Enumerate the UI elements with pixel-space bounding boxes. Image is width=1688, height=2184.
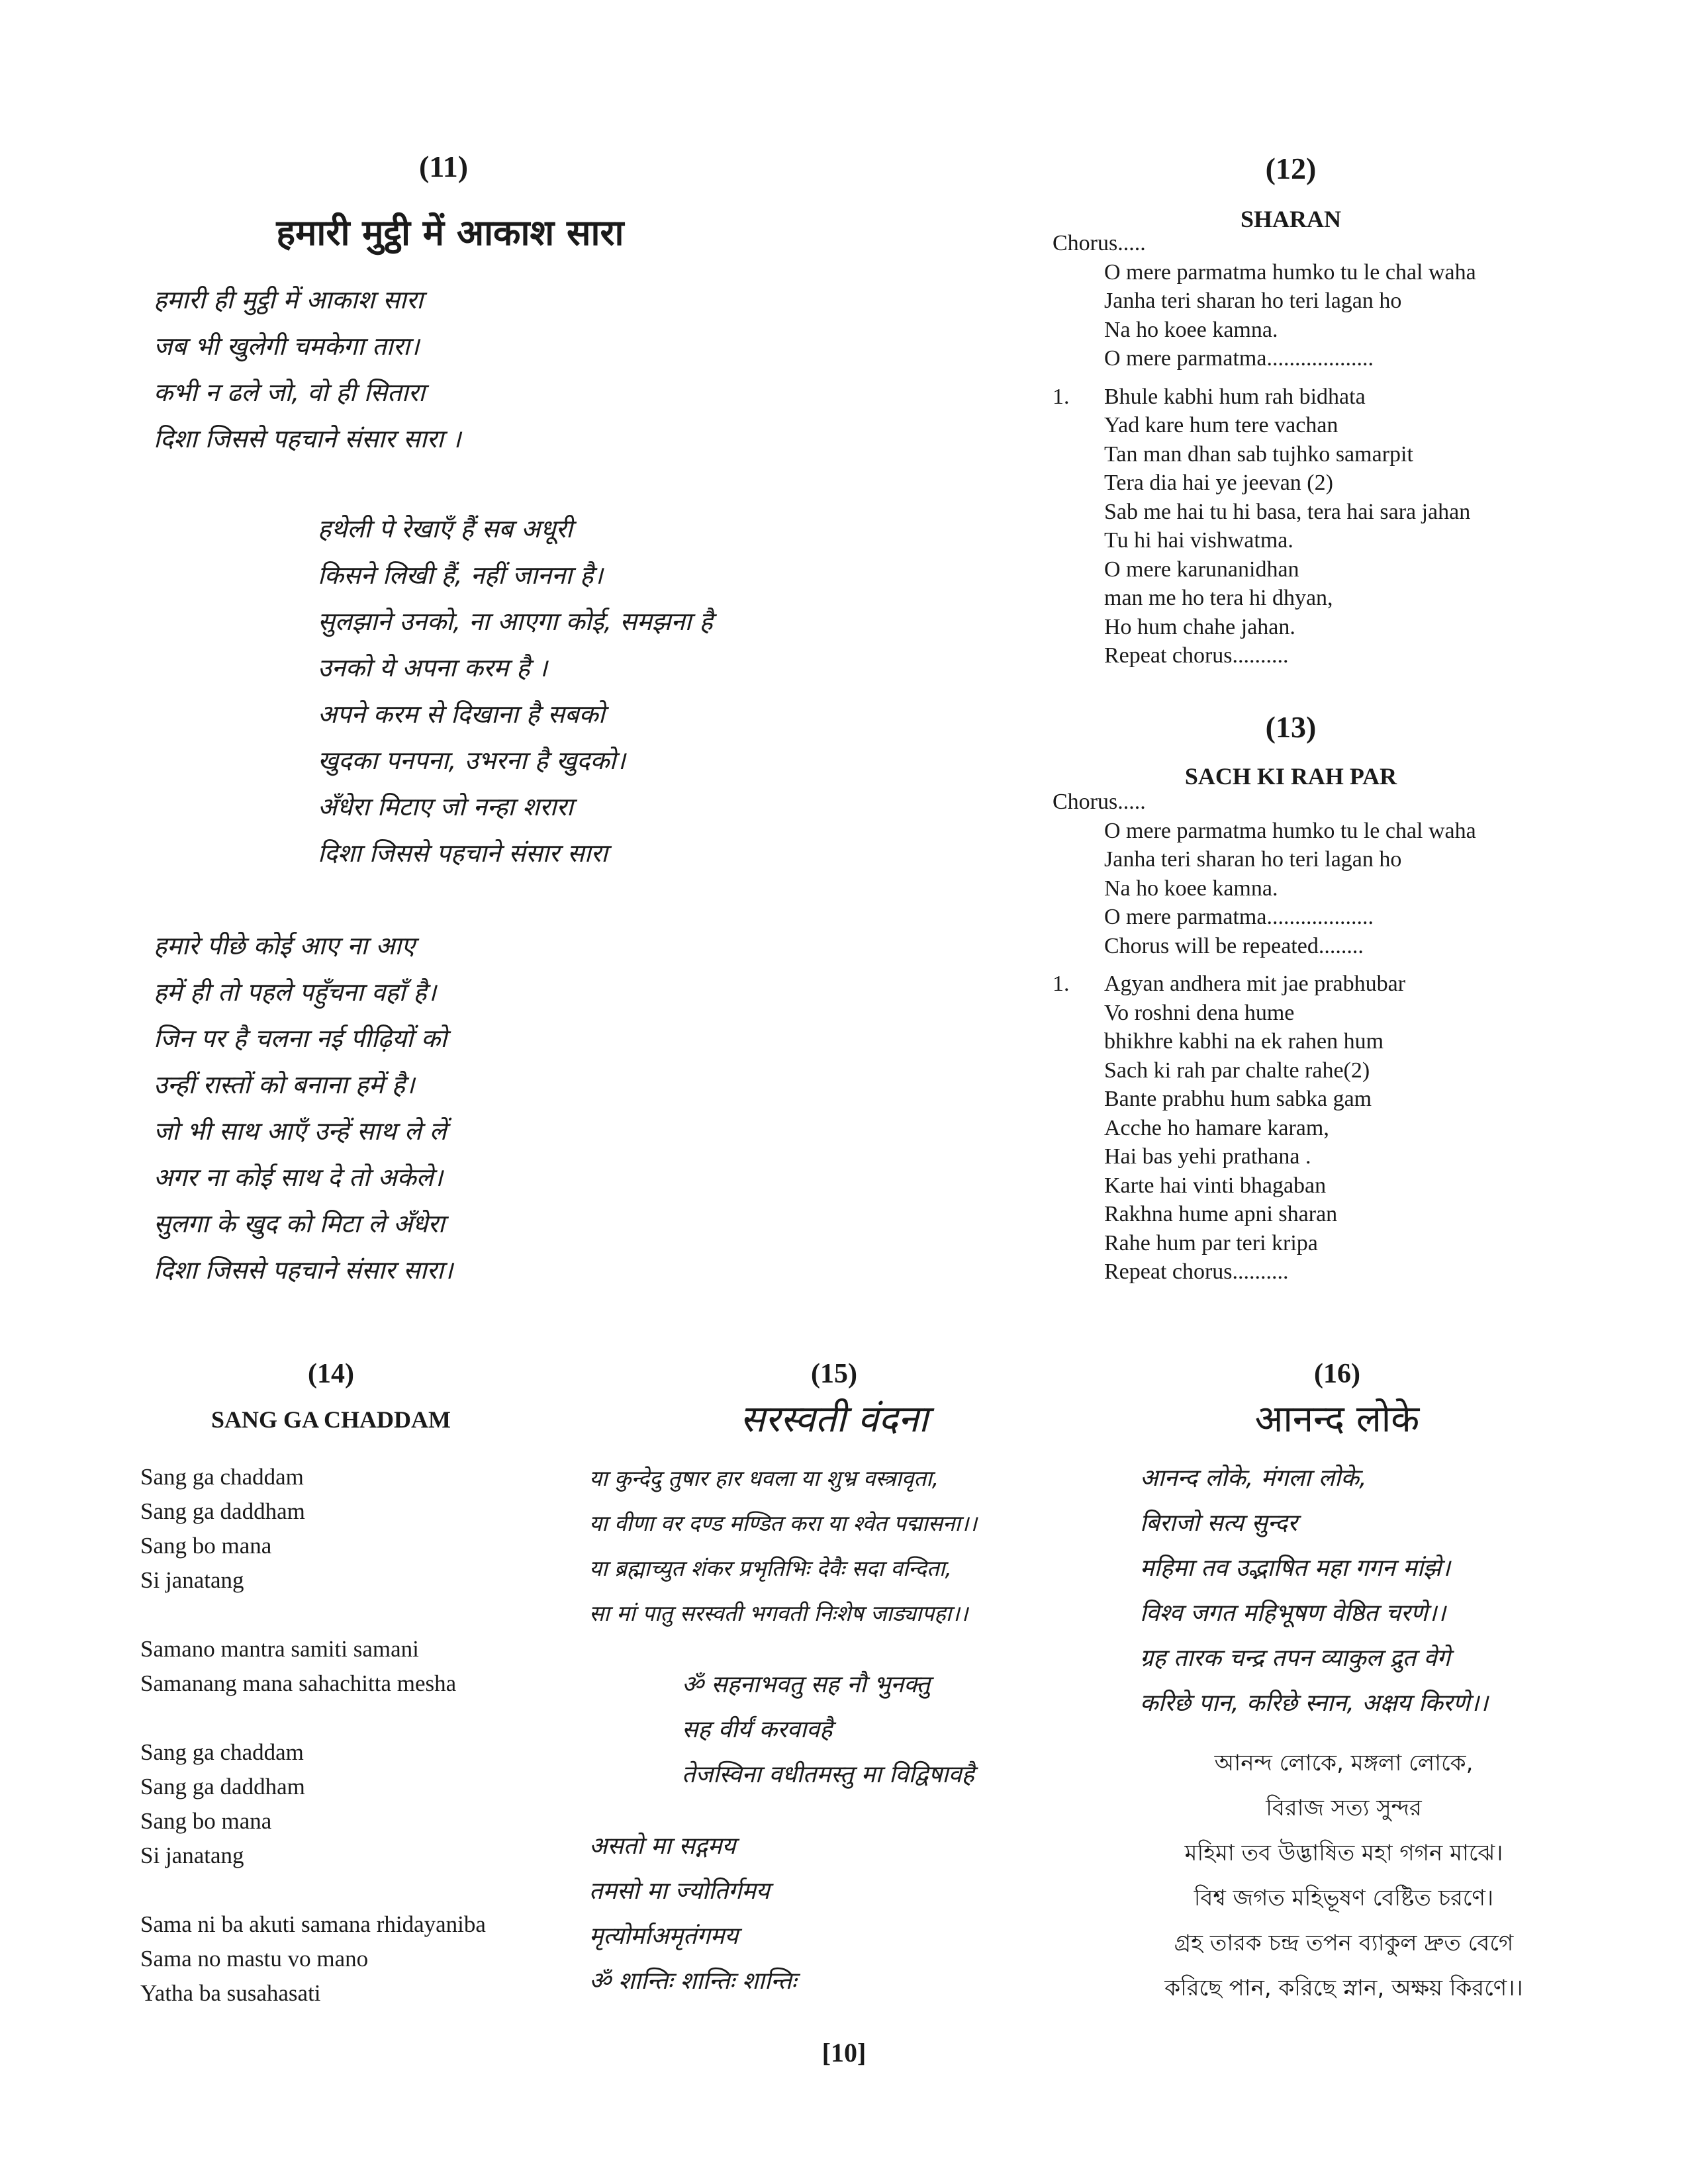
lyric-line: Sang ga chaddam (140, 1464, 304, 1490)
song-11-stanza-1 (154, 277, 461, 462)
stanza (589, 1456, 1112, 1636)
lyric-line: ॐ सहनाभवतु सह नौ भुनक्तु (682, 1671, 931, 1698)
song-11-stanza-2 (318, 506, 713, 876)
lyric-line: सा मां पातु सरस्वती भगवती निःशेष जाड्यापहा।। (589, 1600, 968, 1626)
lyric-line: Samano mantra samiti samani (140, 1636, 419, 1662)
stanza-gap (589, 1797, 1112, 1824)
lyric-line: Rahe hum par teri kripa (1104, 1230, 1318, 1255)
lyric-line: Repeat chorus.......... (1104, 643, 1289, 668)
lyric-line: Si janatang (140, 1567, 244, 1593)
chorus-block (1053, 258, 1648, 373)
stanza (140, 1735, 617, 1873)
lyric-line: Sang ga chaddam (140, 1739, 304, 1765)
song-14-title: SANG GA CHADDAM (211, 1406, 451, 1433)
song-14-body (140, 1460, 617, 2011)
lyric-line: Bhule kabhi hum rah bidhata (1104, 384, 1366, 409)
lyric-line: जिन पर है चलना नई पीढ़ियों को (154, 1024, 447, 1053)
lyric-line: Tan man dhan sab tujhko samarpit (1104, 441, 1413, 467)
lyric-line: Karte hai vinti bhagaban (1104, 1173, 1327, 1198)
lyric-line: Repeat chorus.......... (1104, 1259, 1289, 1284)
song-13-title: SACH KI RAH PAR (1184, 763, 1397, 790)
lyric-line: दिशा जिससे पहचाने संसार सारा । (154, 424, 461, 453)
song-16-hindi (1140, 1456, 1669, 1726)
lyric-line: bhikhre kabhi na ek rahen hum (1104, 1029, 1384, 1054)
song-12-title: SHARAN (1240, 206, 1341, 232)
lyric-line: ॐ शान्तिः शान्तिः शान्तिः (589, 1968, 797, 1995)
lyric-line: Na ho koee kamna. (1104, 317, 1278, 342)
lyric-line: Sach ki rah par chalte rahe(2) (1104, 1058, 1370, 1083)
song-15-number: (15) (811, 1359, 857, 1389)
chorus-block (1053, 817, 1648, 961)
lyric-line: O mere karunanidhan (1104, 557, 1299, 582)
song-16-bengali (1092, 1741, 1595, 2011)
stanza (589, 1824, 1112, 2004)
lyric-line: दिशा जिससे पहचाने संसार सारा। (154, 1255, 453, 1285)
lyric-line: जब भी खुलेगी चमकेगा तारा। (154, 332, 420, 361)
lyric-line: हथेली पे रेखाएँ हैं सब अधूरी (318, 514, 573, 543)
lyric-line: Rakhna hume apni sharan (1104, 1202, 1338, 1226)
lyric-line: Agyan andhera mit jae prabhubar (1104, 972, 1406, 996)
lyric-line: Sang ga daddham (140, 1774, 305, 1799)
lyric-line: तमसो मा ज्योतिर्गमय (589, 1878, 770, 1905)
lyric-line: Janha teri sharan ho teri lagan ho (1104, 289, 1402, 313)
stanza (140, 1460, 617, 1598)
lyric-line: असतो मा सद्गमय (589, 1833, 736, 1860)
lyric-line: man me ho tera hi dhyan, (1104, 586, 1333, 610)
lyric-line: Tera dia hai ye jeevan (2) (1104, 471, 1333, 495)
lyric-line: Yad kare hum tere vachan (1104, 413, 1338, 437)
lyric-line: Sab me hai tu hi basa, tera hai sara jahan (1104, 499, 1471, 524)
chorus-label: Chorus..... (1053, 231, 1146, 255)
lyric-line: सह वीर्यं करवावहै (682, 1716, 833, 1743)
verse-block (1104, 970, 1405, 1287)
song-13-body (1053, 788, 1648, 1287)
song-11-number: (11) (418, 150, 469, 183)
song-16-title: आनन्द लोके (1254, 1398, 1420, 1441)
lyric-line: O mere parmatma humko tu le chal waha (1104, 259, 1476, 285)
lyric-line: Sang bo mana (140, 1808, 272, 1834)
lyric-line: Chorus will be repeated........ (1104, 933, 1364, 958)
verse-block (1104, 383, 1470, 670)
song-12-number: (12) (1265, 152, 1317, 185)
chorus-label: Chorus..... (1053, 790, 1146, 814)
stanza (140, 1907, 617, 2011)
lyric-line: करिछे पान, करिछे स्नान, अक्षय किरणे।। (1140, 1690, 1488, 1717)
lyric-line: গ্রহ তারক চন্দ্র তপন ব্যাকুল দ্রুত বেগে (1174, 1930, 1514, 1956)
lyric-line: सुलझाने उनको, ना आएगा कोई, समझना है (318, 607, 713, 636)
lyric-line: বিশ্ব জগত মহিভূষণ বেষ্টিত চরণে। (1194, 1885, 1494, 1911)
lyric-line: Acche ho hamare karam, (1104, 1115, 1329, 1140)
lyric-line: या कुन्देदु तुषार हार धवला या शुभ्र वस्त्रावृता, (589, 1465, 939, 1491)
lyric-line: আনন্দ লোকে, মঙ্গলা লোকে, (1214, 1750, 1474, 1776)
lyric-line: बिराजो सत्य सुन्दर (1140, 1510, 1297, 1537)
lyric-line: अँधेरा मिटाए जो नन्हा शरारा (318, 792, 573, 821)
item-number: 1. (1053, 384, 1070, 409)
lyric-line: उन्हीं रास्तों को बनाना हमें है। (154, 1070, 415, 1099)
lyric-line: Janha teri sharan ho teri lagan ho (1104, 847, 1402, 872)
song-16-number: (16) (1314, 1359, 1360, 1389)
lyric-line: Yatha ba susahasati (140, 1980, 321, 2006)
lyric-line: सुलगा के खुद को मिटा ले अँधेरा (154, 1209, 445, 1238)
lyric-line: Si janatang (140, 1843, 244, 1868)
lyric-line: हमारी ही मुट्ठी में आकाश सारा (154, 285, 424, 314)
lyric-line: दिशा जिससे पहचाने संसार सारा (318, 839, 608, 868)
song-11-stanza-3 (154, 923, 453, 1293)
lyric-line: Sang bo mana (140, 1533, 272, 1559)
lyric-line: उनको ये अपना करम है । (318, 653, 547, 682)
item-number: 1. (1053, 972, 1070, 996)
lyric-line: या वीणा वर दण्ड मण्डित करा या श्वेत पद्मासना।। (589, 1510, 977, 1536)
lyric-line: ग्रह तारक चन्द्र तपन व्याकुल द्रुत वेगे (1140, 1645, 1450, 1672)
lyric-line: कभी न ढले जो, वो ही सितारा (154, 378, 425, 407)
stanza-gap (140, 1873, 617, 1907)
lyric-line: अगर ना कोई साथ दे तो अकेले। (154, 1163, 443, 1192)
verse-item (1053, 970, 1648, 1287)
song-15-body (589, 1456, 1112, 2004)
lyric-line: বিরাজ সত্য সুন্দর (1266, 1795, 1422, 1821)
lyric-line: Hai bas yehi prathana . (1104, 1144, 1311, 1169)
lyric-line: जो भी साथ आएँ उन्हें साथ ले लें (154, 1116, 447, 1146)
lyric-line: O mere parmatma humko tu le chal waha (1104, 818, 1476, 843)
page-number: [10] (821, 2038, 867, 2068)
lyric-line: अपने करम से दिखाना है सबको (318, 700, 605, 729)
lyric-line: Bante prabhu hum sabka gam (1104, 1087, 1372, 1111)
song-12-body (1053, 229, 1648, 670)
lyric-line: महिमा तव उद्भाषित महा गगन मांझे। (1140, 1555, 1450, 1582)
lyric-line: आनन्द लोके, मंगला लोके, (1140, 1465, 1367, 1492)
lyric-line: Sama ni ba akuti samana rhidayaniba (140, 1911, 486, 1937)
lyric-line: O mere parmatma................... (1104, 905, 1374, 929)
lyric-line: Samanang mana sahachitta mesha (140, 1670, 457, 1696)
lyric-line: Ho hum chahe jahan. (1104, 614, 1295, 639)
lyric-line: Sama no mastu vo mano (140, 1946, 369, 1972)
lyric-line: किसने लिखी हैं, नहीं जानना है। (318, 561, 603, 590)
lyric-line: हमारे पीछे कोई आए ना आए (154, 931, 416, 960)
song-14-number: (14) (308, 1359, 354, 1389)
stanza-gap (140, 1598, 617, 1632)
lyric-line: Na ho koee kamna. (1104, 876, 1278, 901)
lyric-line: तेजस्विना वधीतमस्तु मा विद्विषावहै (682, 1761, 974, 1788)
lyric-line: মহিমা তব উদ্ভাষিত মহা গগন মাঝে। (1184, 1840, 1503, 1866)
lyric-line: O mere parmatma................... (1104, 346, 1374, 371)
stanza-gap (140, 1701, 617, 1735)
song-15-title: सरस्वती वंदना (739, 1398, 929, 1441)
lyric-line: Sang ga daddham (140, 1498, 305, 1524)
lyric-line: मृत्योर्माअमृतंगमय (589, 1923, 739, 1950)
lyric-line: Vo roshni dena hume (1104, 1000, 1295, 1025)
lyric-line: या ब्रह्माच्युत शंकर प्रभृतिभिः देवैः सदा वन्दिता, (589, 1555, 952, 1581)
stanza-gap (589, 1636, 1112, 1662)
stanza (140, 1632, 617, 1701)
song-11-title: हमारी मुट्ठी में आकाश सारा (276, 212, 624, 253)
stanza (589, 1662, 1112, 1797)
verse-item (1053, 383, 1648, 670)
lyric-line: विश्व जगत महिभूषण वेष्ठित चरणे।। (1140, 1600, 1446, 1627)
lyric-line: করিছে পান, করিছে স্নান, অক্ষয় কিরণে।। (1164, 1975, 1523, 2001)
lyric-line: खुदका पनपना, उभरना है खुदको। (318, 746, 626, 775)
lyric-line: Tu hi hai vishwatma. (1104, 528, 1293, 553)
lyric-line: हमें ही तो पहले पहुँचना वहाँ है। (154, 978, 436, 1007)
song-13-number: (13) (1265, 710, 1317, 744)
